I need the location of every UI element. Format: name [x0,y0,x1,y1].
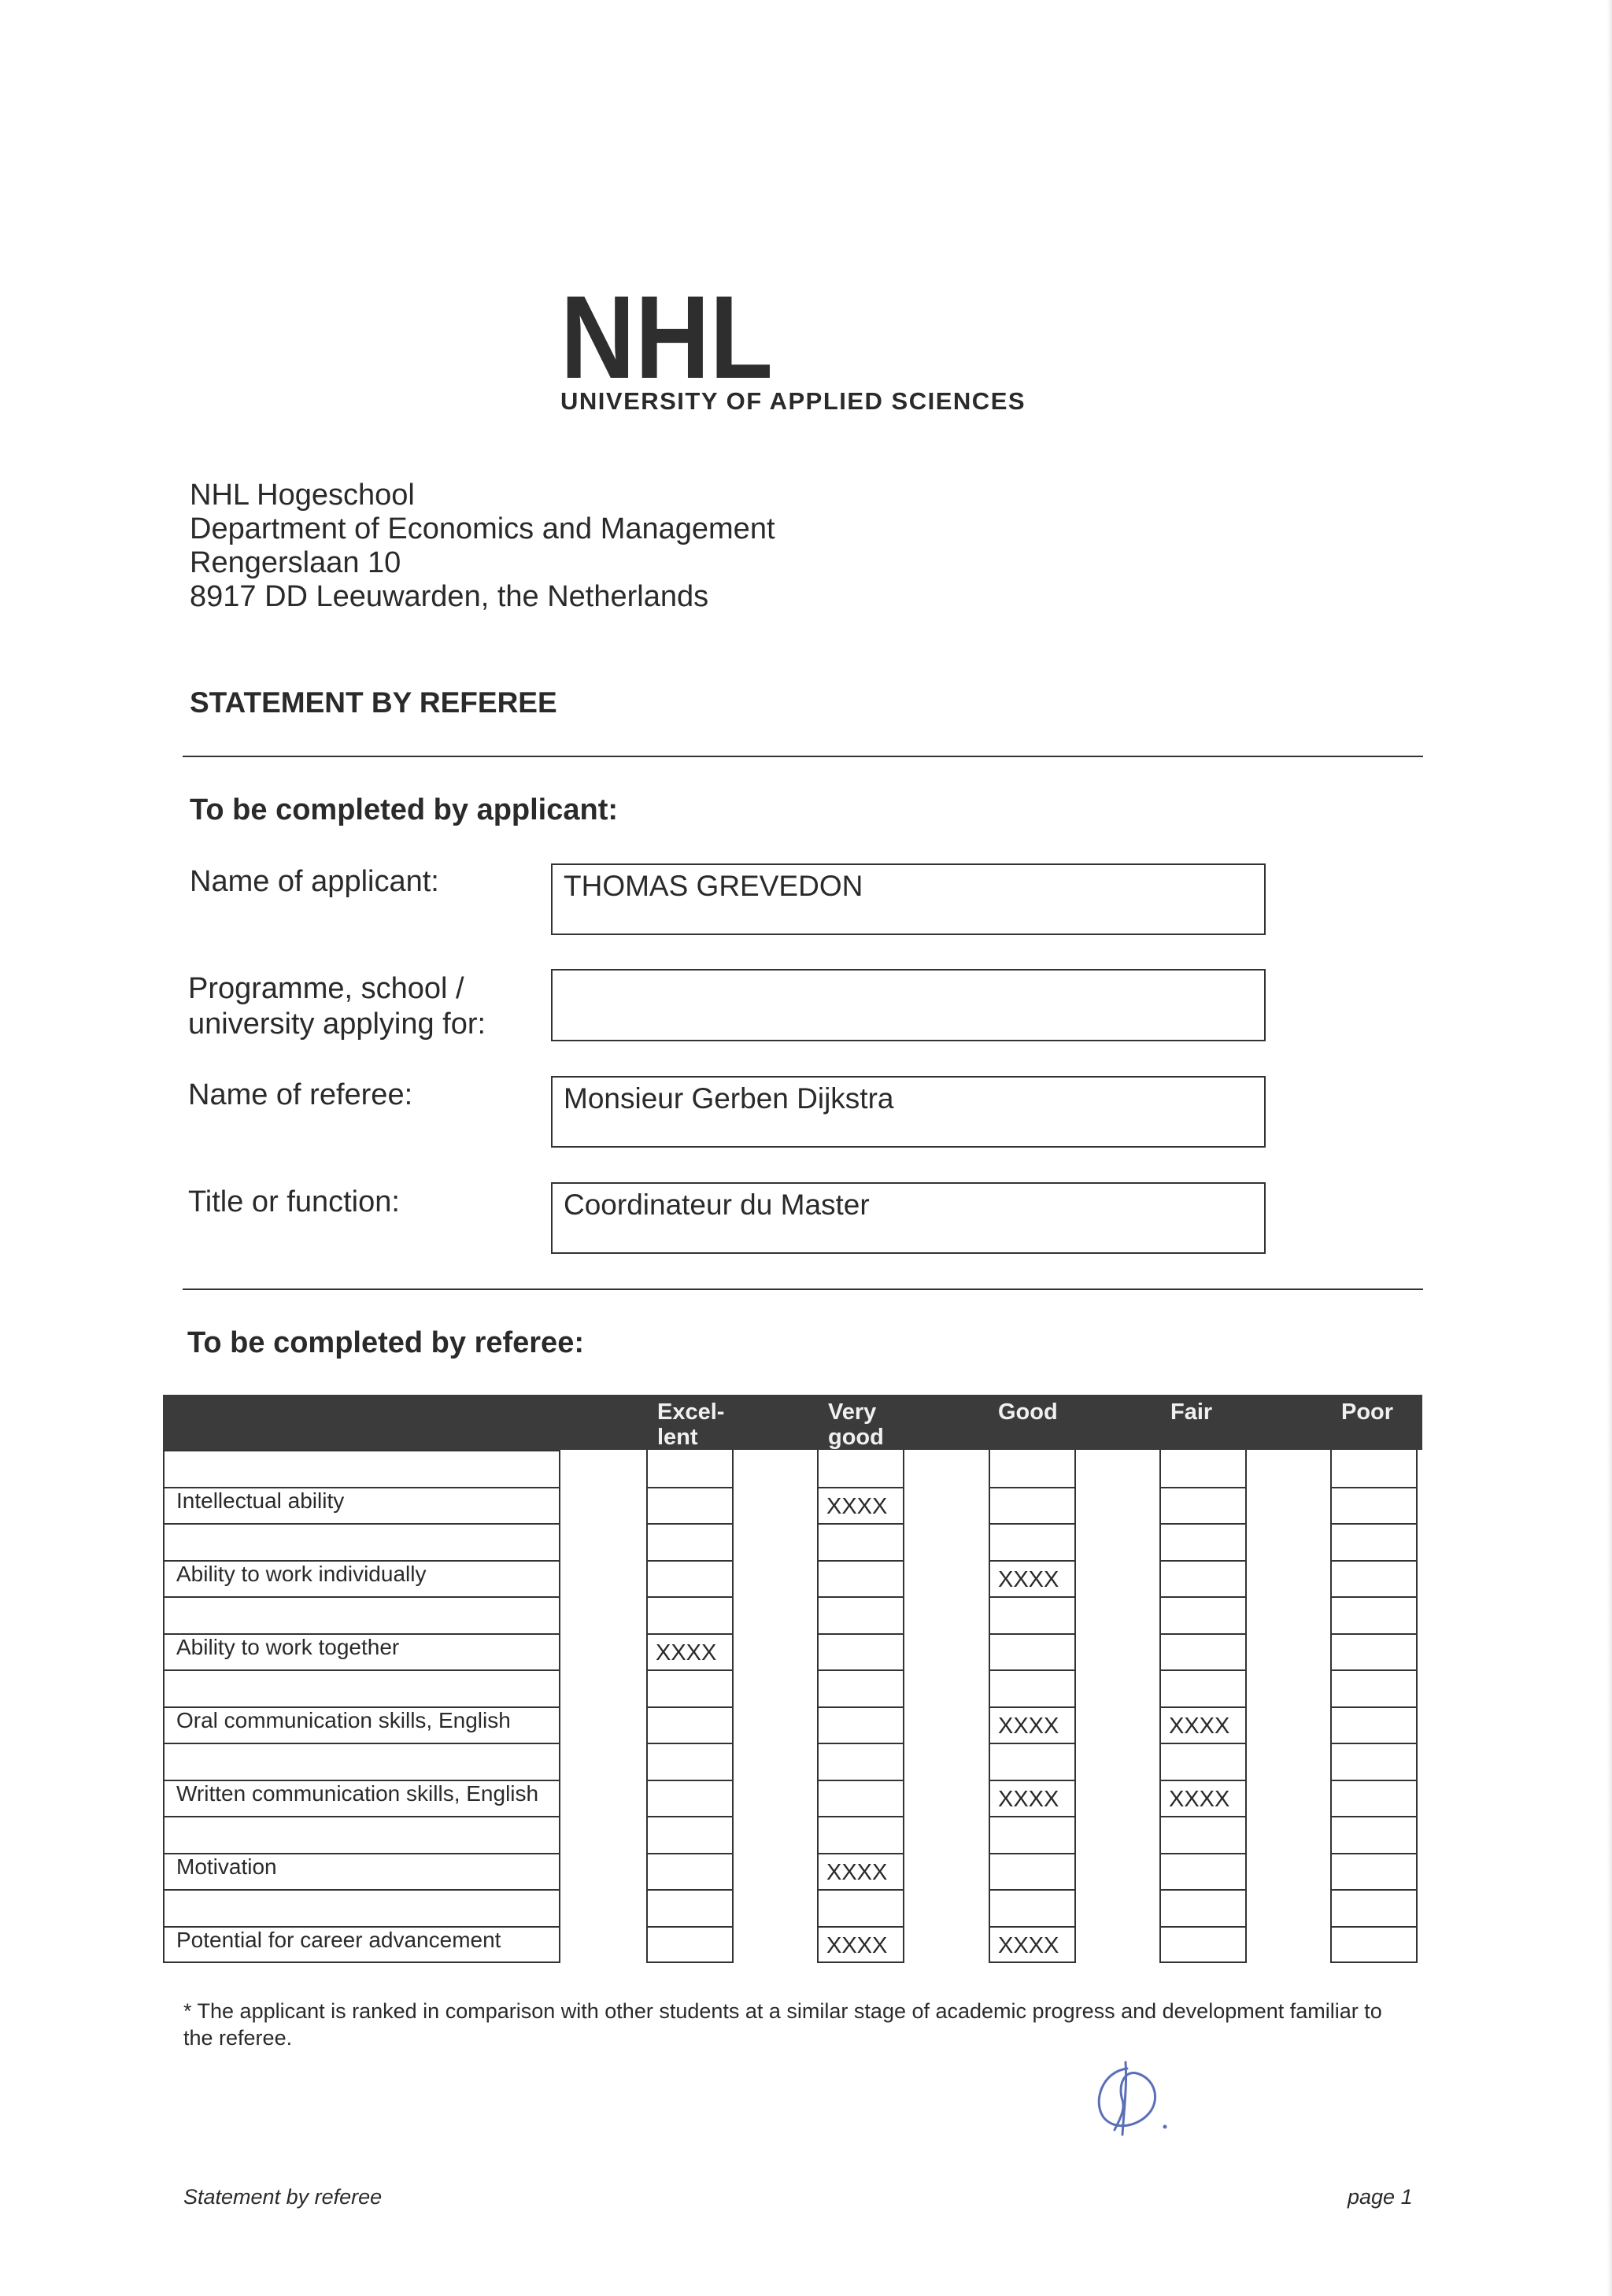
rating-mark[interactable]: XXXX [998,1787,1059,1812]
table-cell-line [646,1816,734,1817]
table-row-line [163,1596,560,1598]
table-cell-line [646,1487,734,1488]
table-cell-line [1159,1706,1247,1708]
column-header-excellent: Excel- lent [657,1399,725,1450]
criterion-label: Oral communication skills, English [176,1708,511,1732]
criterion-label: Potential for career advancement [176,1928,501,1952]
address-line: 8917 DD Leeuwarden, the Netherlands [190,580,709,613]
address-line: Department of Economics and Management [190,512,775,545]
table-cell-line [817,1780,904,1781]
table-cell-line [1159,1669,1247,1671]
table-row-line [163,1889,560,1891]
table-cell-line [817,1926,904,1928]
address-line: Rengerslaan 10 [190,546,401,579]
table-cell-line [1159,1816,1247,1817]
scan-edge-shadow [1607,0,1612,2296]
table-cell-line [1330,1669,1418,1671]
referee-name-field[interactable]: Monsieur Gerben Dijkstra [551,1076,1266,1148]
table-cell-line [646,1560,734,1562]
table-cell-line [989,1780,1076,1781]
applicant-name-label: Name of applicant: [190,865,439,898]
footer-page-number: page 1 [1348,2185,1413,2209]
table-cell-line [989,1816,1076,1817]
table-cell-line [1330,1487,1418,1488]
table-cell-line [1330,1706,1418,1708]
table-cell-line [1159,1523,1247,1525]
table-cell-line [817,1487,904,1488]
referee-signature [1078,2054,1181,2141]
criterion-label: Motivation [176,1854,277,1879]
table-row-line [163,1816,560,1817]
table-cell-line [817,1669,904,1671]
table-cell-line [1330,1780,1418,1781]
table-cell-line [1330,1816,1418,1817]
table-cell-line [989,1669,1076,1671]
table-cell-line [1159,1889,1247,1891]
table-cell-line [646,1523,734,1525]
table-cell-line [1159,1633,1247,1635]
form-title: STATEMENT BY REFEREE [190,686,557,719]
footnote: * The applicant is ranked in comparison with other students at a similar stage of academic progress and development familiar to the referee. [183,1999,1382,2050]
title-function-label: Title or function: [188,1185,400,1218]
table-cell-line [646,1926,734,1928]
rating-mark[interactable]: XXXX [998,1567,1059,1592]
table-cell-line [817,1853,904,1854]
programme-field[interactable] [551,969,1266,1041]
table-cell-line [989,1487,1076,1488]
rating-mark[interactable]: XXXX [998,1714,1059,1739]
table-cell-line [817,1560,904,1562]
table-cell-line [1159,1743,1247,1744]
logo-subtitle: UNIVERSITY OF APPLIED SCIENCES [560,387,1026,415]
address-line: NHL Hogeschool [190,479,415,512]
table-cell-line [817,1633,904,1635]
table-cell-line [646,1596,734,1598]
table-cell-line [646,1743,734,1744]
table-cell-line [817,1743,904,1744]
table-cell-line [989,1743,1076,1744]
column-header-good: Good [998,1399,1058,1425]
applicant-section-heading: To be completed by applicant: [190,793,619,826]
rating-mark[interactable]: XXXX [998,1933,1059,1958]
table-cell-line [989,1560,1076,1562]
section-divider [183,1288,1423,1290]
table-row-line [163,1743,560,1744]
table-cell-line [1330,1523,1418,1525]
table-cell-line [1330,1889,1418,1891]
table-cell-line [1159,1853,1247,1854]
table-cell-line [1330,1596,1418,1598]
table-cell-line [1330,1560,1418,1562]
table-cell-line [1330,1633,1418,1635]
referee-section-heading: To be completed by referee: [187,1326,584,1359]
table-row-line [163,1669,560,1671]
table-cell-line [1330,1743,1418,1744]
institution-address [190,479,775,614]
rating-mark[interactable]: XXXX [1169,1714,1230,1739]
table-cell-line [646,1853,734,1854]
table-cell-line [1159,1926,1247,1928]
table-cell-line [646,1633,734,1635]
section-divider [183,756,1423,757]
rating-mark[interactable]: XXXX [826,1494,888,1519]
table-cell-line [1330,1926,1418,1928]
table-cell-line [817,1596,904,1598]
rating-mark[interactable]: XXXX [1169,1787,1230,1812]
table-cell-line [989,1633,1076,1635]
table-cell-line [989,1706,1076,1708]
table-cell-line [1159,1560,1247,1562]
table-cell-line [646,1669,734,1671]
table-cell-line [989,1523,1076,1525]
table-cell-line [817,1706,904,1708]
table-row-line [163,1523,560,1525]
table-cell-line [817,1816,904,1817]
footer-document-name: Statement by referee [183,2185,383,2209]
rating-mark[interactable]: XXXX [826,1860,888,1885]
table-cell-line [989,1596,1076,1598]
table-cell-line [817,1523,904,1525]
column-header-very-good: Very good [828,1399,884,1450]
table-cell-line [1159,1780,1247,1781]
rating-mark[interactable]: XXXX [826,1933,888,1958]
table-cell-line [646,1706,734,1708]
programme-label: Programme, school / university applying for: [188,972,486,1041]
rating-mark[interactable]: XXXX [656,1640,717,1666]
criterion-label: Written communication skills, English [176,1781,539,1806]
table-cell-line [989,1889,1076,1891]
logo-mark-text: NHL [560,271,773,403]
table-cell-line [989,1853,1076,1854]
table-cell-line [817,1889,904,1891]
table-cell-line [1159,1596,1247,1598]
table-cell-line [1330,1853,1418,1854]
criterion-label: Ability to work together [176,1635,400,1659]
table-cell-line [646,1780,734,1781]
applicant-name-field[interactable]: THOMAS GREVEDON [551,863,1266,935]
criterion-label: Ability to work individually [176,1562,427,1586]
referee-name-label: Name of referee: [188,1078,413,1111]
column-header-poor: Poor [1341,1399,1394,1425]
title-function-field[interactable]: Coordinateur du Master [551,1182,1266,1254]
table-cell-line [989,1926,1076,1928]
table-cell-line [1159,1487,1247,1488]
nhl-logo-mark [560,271,773,403]
criterion-label: Intellectual ability [176,1488,345,1513]
column-header-fair: Fair [1170,1399,1213,1425]
table-cell-line [646,1889,734,1891]
rating-table-header [163,1395,1422,1450]
